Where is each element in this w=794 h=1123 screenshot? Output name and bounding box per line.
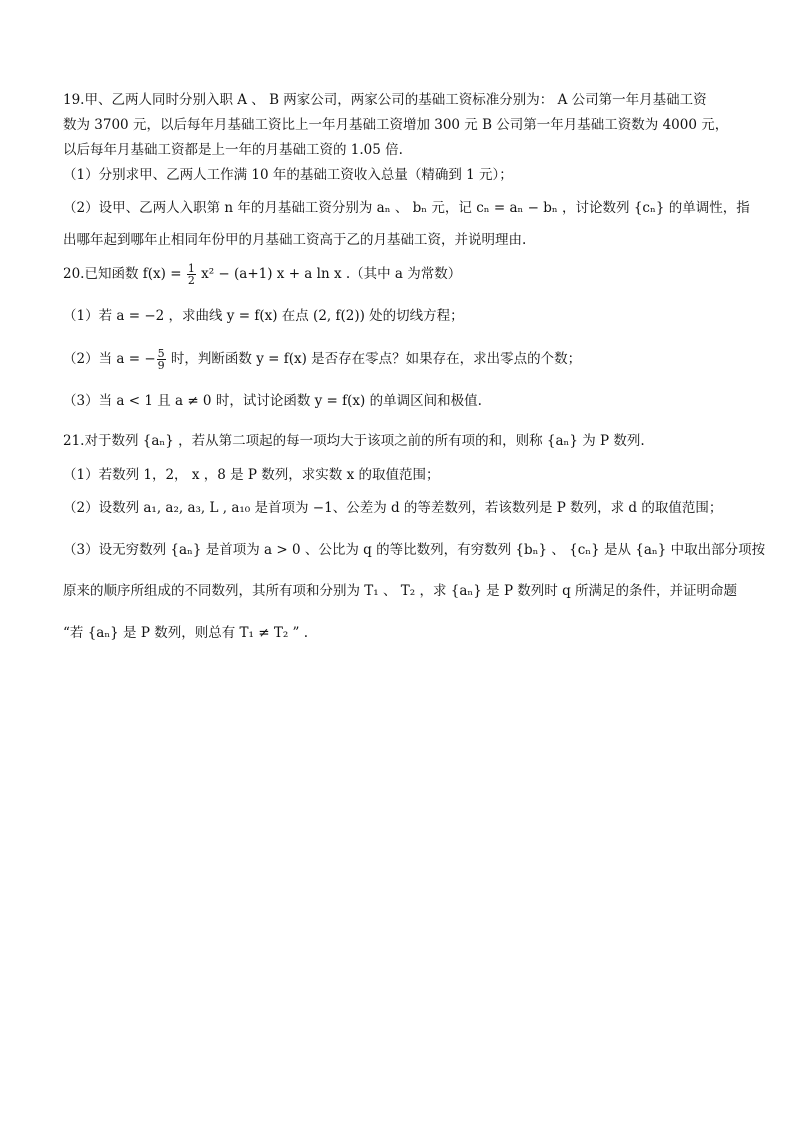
q21-part-3-line-1: （3）设无穷数列 {aₙ} 是首项为 a > 0 、公比为 q 的等比数列，有穷数列 {bₙ} 、 {cₙ} 是从 {aₙ} 中取出部分项按	[63, 542, 766, 558]
q21-part-3-line-2: 原来的顺序所组成的不同数列，其所有项和分别为 T₁ 、 T₂ ，求 {aₙ} 是 P 数列时 q 所满足的条件，并证明命题	[63, 583, 738, 599]
q20-part-2-suffix: 时，判断函数 y = f(x) 是否存在零点？如果存在，求出零点的个数；	[166, 351, 582, 367]
q19-part-2-line-1: （2）设甲、乙两人入职第 n 年的月基础工资分别为 aₙ 、 bₙ 元，记 cₙ = aₙ − bₙ ，讨论数列 {cₙ} 的单调性，指	[63, 200, 750, 216]
q20-part-2-frac-num: 5	[157, 347, 165, 360]
q19-part-1: （1）分别求甲、乙两人工作满 10 年的基础工资收入总量（精确到 1 元）；	[63, 167, 513, 183]
q20-part-3: （3）当 a < 1 且 a ≠ 0 时，试讨论函数 y = f(x) 的单调区间和极值.	[63, 393, 482, 409]
q19-stem-line-1: 19.甲、乙两人同时分别入职 A 、 B 两家公司，两家公司的基础工资标准分别为： A 公司第一年月基础工资	[63, 92, 707, 108]
q19-stem-line-2: 数为 3700 元，以后每年月基础工资比上一年月基础工资增加 300 元 B 公司第一年月基础工资数为 4000 元，	[63, 117, 729, 133]
q20-stem-suffix: x² − (a+1) x + a ln x .（其中 a 为常数）	[196, 266, 462, 282]
q19-stem-line-3: 以后每年月基础工资都是上一年的月基础工资的 1.05 倍.	[63, 142, 403, 158]
q20-part-2	[63, 348, 581, 371]
q20-part-2-frac-den: 9	[157, 359, 165, 372]
q21-stem: 21.对于数列 {aₙ} ，若从第二项起的每一项均大于该项之前的所有项的和，则称 {aₙ} 为 P 数列.	[63, 433, 645, 449]
q21-part-1: （1）若数列 1，2， x ，8 是 P 数列，求实数 x 的取值范围；	[63, 467, 440, 483]
q21-part-2: （2）设数列 a₁, a₂, a₃, L , a₁₀ 是首项为 −1、公差为 d 的等差数列，若该数列是 P 数列，求 d 的取值范围；	[63, 500, 723, 516]
q20-stem-fraction	[187, 263, 196, 286]
q20-part-1: （1）若 a = −2 ，求曲线 y = f(x) 在点 (2, f(2)) 处的切线方程；	[63, 308, 464, 324]
q20-stem	[63, 263, 461, 286]
q21-part-3-line-3: “若 {aₙ} 是 P 数列，则总有 T₁ ≠ T₂ ” .	[63, 625, 309, 641]
q20-part-2-fraction	[157, 348, 166, 371]
q20-stem-frac-num: 1	[187, 262, 195, 275]
q20-stem-frac-den: 2	[187, 274, 195, 287]
q19-part-2-line-2: 出哪年起到哪年止相同年份甲的月基础工资高于乙的月基础工资，并说明理由.	[63, 232, 527, 248]
q20-stem-prefix: 20.已知函数 f(x) =	[63, 266, 186, 282]
q20-part-2-prefix: （2）当 a = −	[63, 351, 156, 367]
